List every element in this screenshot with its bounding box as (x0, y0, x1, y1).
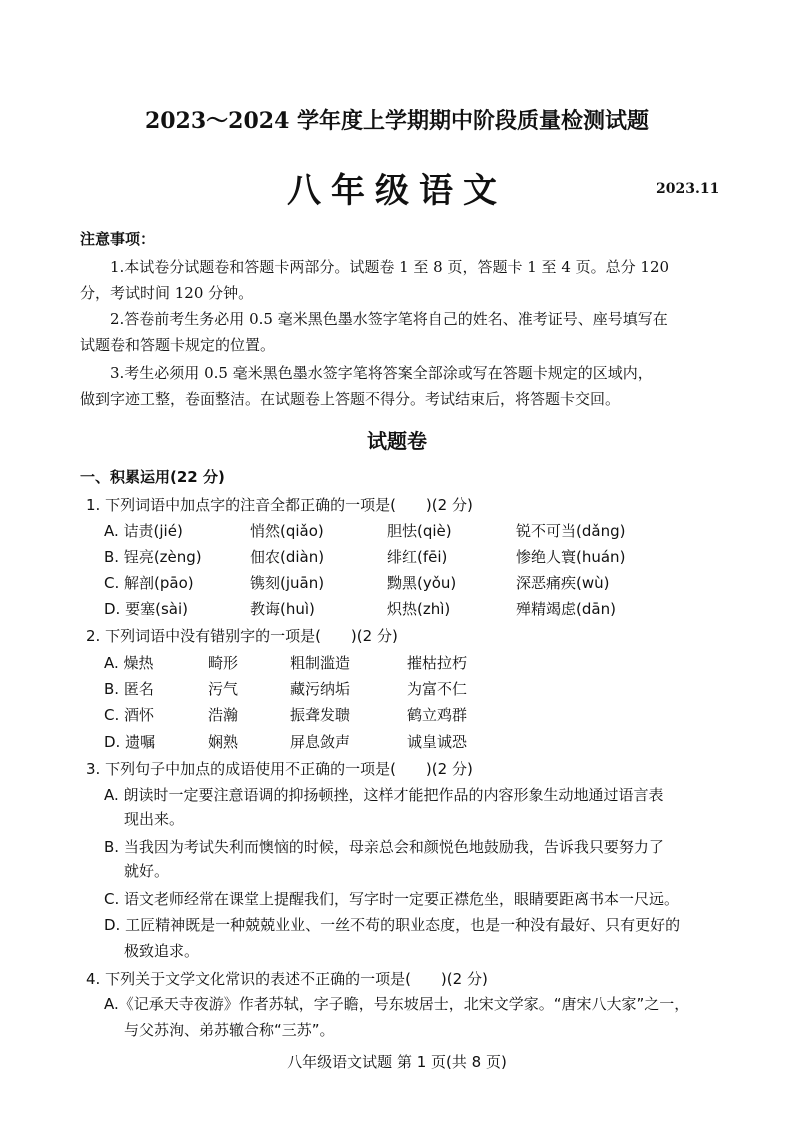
q3-b-line1: B. 当我因为考试失利而懊恼的时候，母亲总会和颜悦色地鼓励我，告诉我只要努力了 (104, 838, 664, 856)
q2-a4: 摧枯拉朽 (407, 654, 468, 672)
q2-c3: 振聋发聩 (290, 706, 351, 724)
q3-d-line1: D. 工匠精神既是一种兢兢业业、一丝不苟的职业态度，也是一种没有最好、只有更好的 (104, 916, 681, 934)
page-footer: 八年级语文试题 第 1 页(共 8 页) (287, 1053, 507, 1071)
q3-a-line2: 现出来。 (124, 810, 185, 828)
q1-a1: A. 诘责(jié) (104, 522, 183, 540)
q1-b3: 绯红(fēi) (387, 548, 448, 566)
exam-date: 2023.11 (656, 181, 720, 197)
q2-c1: C. 酒怀 (104, 706, 155, 724)
q1-d4: 殚精竭虑(dān) (516, 600, 616, 618)
q3-a-line1: A. 朗读时一定要注意语调的抑扬顿挫，这样才能把作品的内容形象生动地通过语言表 (104, 786, 664, 804)
q2-b3: 藏污纳垢 (290, 680, 351, 698)
q1-c2: 镌刻(juān) (250, 574, 325, 592)
q2-c4: 鹤立鸡群 (407, 706, 468, 724)
notice-line-1: 1.本试卷分试题卷和答题卡两部分。试题卷 1 至 8 页，答题卡 1 至 4 页。总分 120 (110, 258, 670, 276)
q2-d2: 娴熟 (208, 733, 239, 751)
q1-b4: 惨绝人寰(huán) (516, 548, 626, 566)
q2-stem: 2. 下列词语中没有错别字的一项是( )(2 分) (86, 627, 398, 645)
q2-a1: A. 燥热 (104, 654, 154, 672)
exam-title: 2023～2024 学年度上学期期中阶段质量检测试题 (144, 108, 650, 134)
q1-c4: 深恶痛疾(wù) (516, 574, 610, 592)
notice-line-4: 试题卷和答题卡规定的位置。 (80, 336, 276, 354)
q3-stem: 3. 下列句子中加点的成语使用不正确的一项是( )(2 分) (86, 760, 473, 778)
q3-d-line2: 极致追求。 (124, 942, 200, 960)
q2-c2: 浩瀚 (208, 706, 239, 724)
q2-d1: D. 遗嘱 (104, 733, 156, 751)
subject-title: 八年级语文 (287, 171, 507, 211)
notice-line-5: 3.考生必须用 0.5 毫米黑色墨水签字笔将答案全部涂或写在答题卡规定的区域内， (110, 364, 653, 382)
q1-c3: 黝黑(yǒu) (387, 574, 457, 592)
section-title: 试题卷 (367, 429, 427, 453)
q2-a2: 畸形 (208, 654, 239, 672)
notice-heading: 注意事项： (80, 230, 156, 248)
q1-d2: 教诲(huì) (250, 600, 315, 618)
q4-stem: 4. 下列关于文学文化常识的表述不正确的一项是( )(2 分) (86, 970, 488, 988)
q2-b4: 为富不仁 (407, 680, 468, 698)
q3-b-line2: 就好。 (124, 862, 170, 880)
q2-d4: 诚皇诚恐 (407, 733, 468, 751)
q3-c-line1: C. 语文老师经常在课堂上提醒我们，写字时一定要正襟危坐，眼睛要距离书本一尺远。 (104, 890, 680, 908)
notice-line-3: 2.答卷前考生务必用 0.5 毫米黑色墨水签字笔将自己的姓名、准考证号、座号填写在 (110, 310, 668, 328)
q4-a-line1: A.《记承天寺夜游》作者苏轼，字子瞻，号东坡居士，北宋文学家。“唐宋八大家”之一， (104, 995, 690, 1013)
q1-a2: 悄然(qiǎo) (250, 522, 324, 540)
q1-b1: B. 锃亮(zèng) (104, 548, 202, 566)
q2-d3: 屏息敛声 (290, 733, 351, 751)
q1-d1: D. 要塞(sài) (104, 600, 188, 618)
q1-b2: 佃农(diàn) (250, 548, 325, 566)
q4-a-line2: 与父苏洵、弟苏辙合称“三苏”。 (124, 1021, 335, 1039)
part1-heading: 一、积累运用(22 分) (80, 468, 225, 486)
q2-a3: 粗制滥造 (290, 654, 351, 672)
q1-d3: 炽热(zhì) (387, 600, 451, 618)
notice-line-2: 分，考试时间 120 分钟。 (80, 284, 254, 302)
q2-b1: B. 匿名 (104, 680, 154, 698)
q1-a3: 胆怯(qiè) (387, 522, 452, 540)
q1-stem: 1. 下列词语中加点字的注音全都正确的一项是( )(2 分) (86, 496, 473, 514)
q1-c1: C. 解剖(pāo) (104, 574, 194, 592)
notice-line-6: 做到字迹工整，卷面整洁。在试题卷上答题不得分。考试结束后，将答题卡交回。 (80, 390, 621, 408)
q1-a4: 锐不可当(dǎng) (516, 522, 626, 540)
q2-b2: 污气 (208, 680, 239, 698)
